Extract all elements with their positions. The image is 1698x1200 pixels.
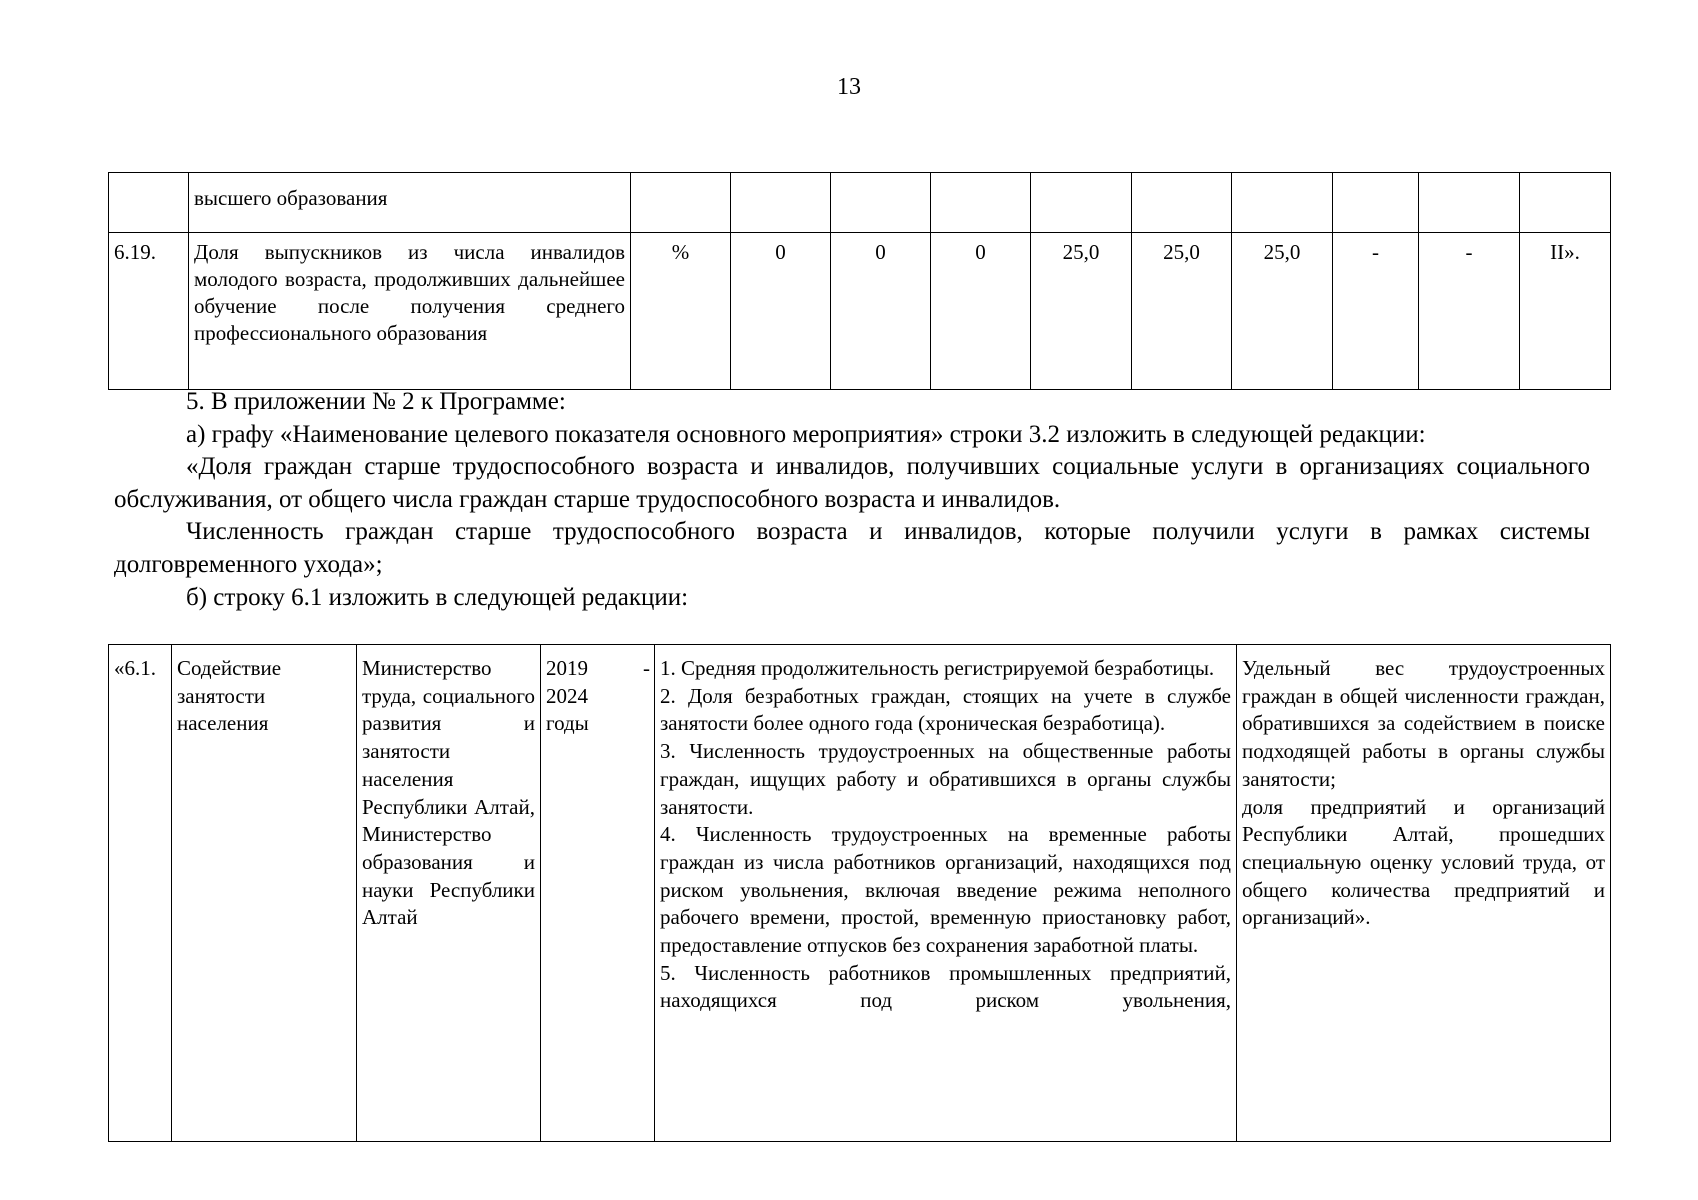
paragraph: б) строку 6.1 изложить в следующей редакции: (186, 583, 689, 611)
paragraph: «Доля граждан старше трудоспособного возраста и инвалидов, получивших социальные услуги в организациях социального обслуживания, от общего числа граждан старше трудоспособного возраста и инвалидов. (114, 453, 1590, 513)
value-cell (1031, 173, 1132, 233)
table-row (109, 173, 1611, 233)
executor-cell: Министерство труда, социального развития и занятости населения Республики Алтай, Министерство образования и науки Республики Алтай (357, 645, 541, 1142)
targets-cell (1237, 645, 1611, 1142)
indicator-item: 1. Средняя продолжительность регистрируемой безработицы. (660, 656, 1215, 680)
value-cell (1132, 173, 1232, 233)
value-cell: 0 (931, 233, 1031, 390)
value-cell: 25,0 (1132, 233, 1232, 390)
years-cell (541, 645, 655, 1142)
value-cell: II». (1520, 233, 1611, 390)
paragraph: 5. В приложении № 2 к Программе: (186, 388, 566, 415)
row-number-cell (109, 173, 189, 233)
table-row (109, 233, 1611, 390)
years-end: 2024 (546, 683, 588, 708)
value-cell (1333, 173, 1419, 233)
value-cell: 0 (831, 233, 931, 390)
indicator-item: 2. Доля безработных граждан, стоящих на учете в службе занятости более одного года (хроническая безработица). (660, 683, 1231, 736)
row-number-cell: 6.19. (109, 233, 189, 390)
indicators-table (108, 172, 1611, 390)
unit-cell (631, 173, 731, 233)
indicator-item: 4. Численность трудоустроенных на временные работы граждан из числа работников организаций, находящихся под риском увольнения, включая введение режима неполного рабочего времени, простой, временную приостановку работ, предоставление отпусков без сохранения заработной платы. (660, 822, 1231, 958)
value-cell: 0 (731, 233, 831, 390)
indicator-item: 3. Численность трудоустроенных на общественные работы граждан, ищущих работу и обратившихся в органы службы занятости. (660, 739, 1231, 819)
target-item: Удельный вес трудоустроенных граждан в общей численности граждан, обратившихся за содействием в поиске подходящей работы в органы службы занятости; (1242, 656, 1605, 791)
value-cell (931, 173, 1031, 233)
value-cell (1520, 173, 1611, 233)
indicator-name-cell: Доля выпускников из числа инвалидов молодого возраста, продолживших дальнейшее обучение после получения среднего профессионального образования (189, 233, 631, 390)
value-cell (1419, 173, 1520, 233)
indicators-cell (655, 645, 1237, 1142)
value-cell (1232, 173, 1333, 233)
target-item: доля предприятий и организаций Республики Алтай, прошедших специальную оценку условий труда, от общего количества предприятий и организаций». (1242, 794, 1605, 930)
value-cell: - (1333, 233, 1419, 390)
row-number-cell: «6.1. (109, 645, 172, 1142)
amendment-text (114, 386, 1590, 614)
measure-name-cell: Содействие занятости населения (172, 645, 357, 1142)
years-start: 2019 (546, 656, 588, 680)
value-cell (731, 173, 831, 233)
paragraph: Численность граждан старше трудоспособного возраста и инвалидов, которые получили услуги в рамках системы долговременного ухода»; (114, 518, 1590, 578)
years-label: годы (546, 711, 589, 736)
years-dash: - (643, 656, 650, 680)
measure-table (108, 644, 1611, 1142)
paragraph: а) графу «Наименование целевого показателя основного мероприятия» строки 3.2 изложить в следующей редакции: (186, 420, 1426, 448)
value-cell (831, 173, 931, 233)
indicator-name-cell: высшего образования (189, 173, 631, 233)
table-row (109, 645, 1611, 1142)
value-cell: - (1419, 233, 1520, 390)
value-cell: 25,0 (1232, 233, 1333, 390)
indicator-item: 5. Численность работников промышленных предприятий, находящихся под риском увольнения, (660, 960, 1231, 1013)
page-number: 13 (837, 74, 861, 100)
unit-cell: % (631, 233, 731, 390)
value-cell: 25,0 (1031, 233, 1132, 390)
